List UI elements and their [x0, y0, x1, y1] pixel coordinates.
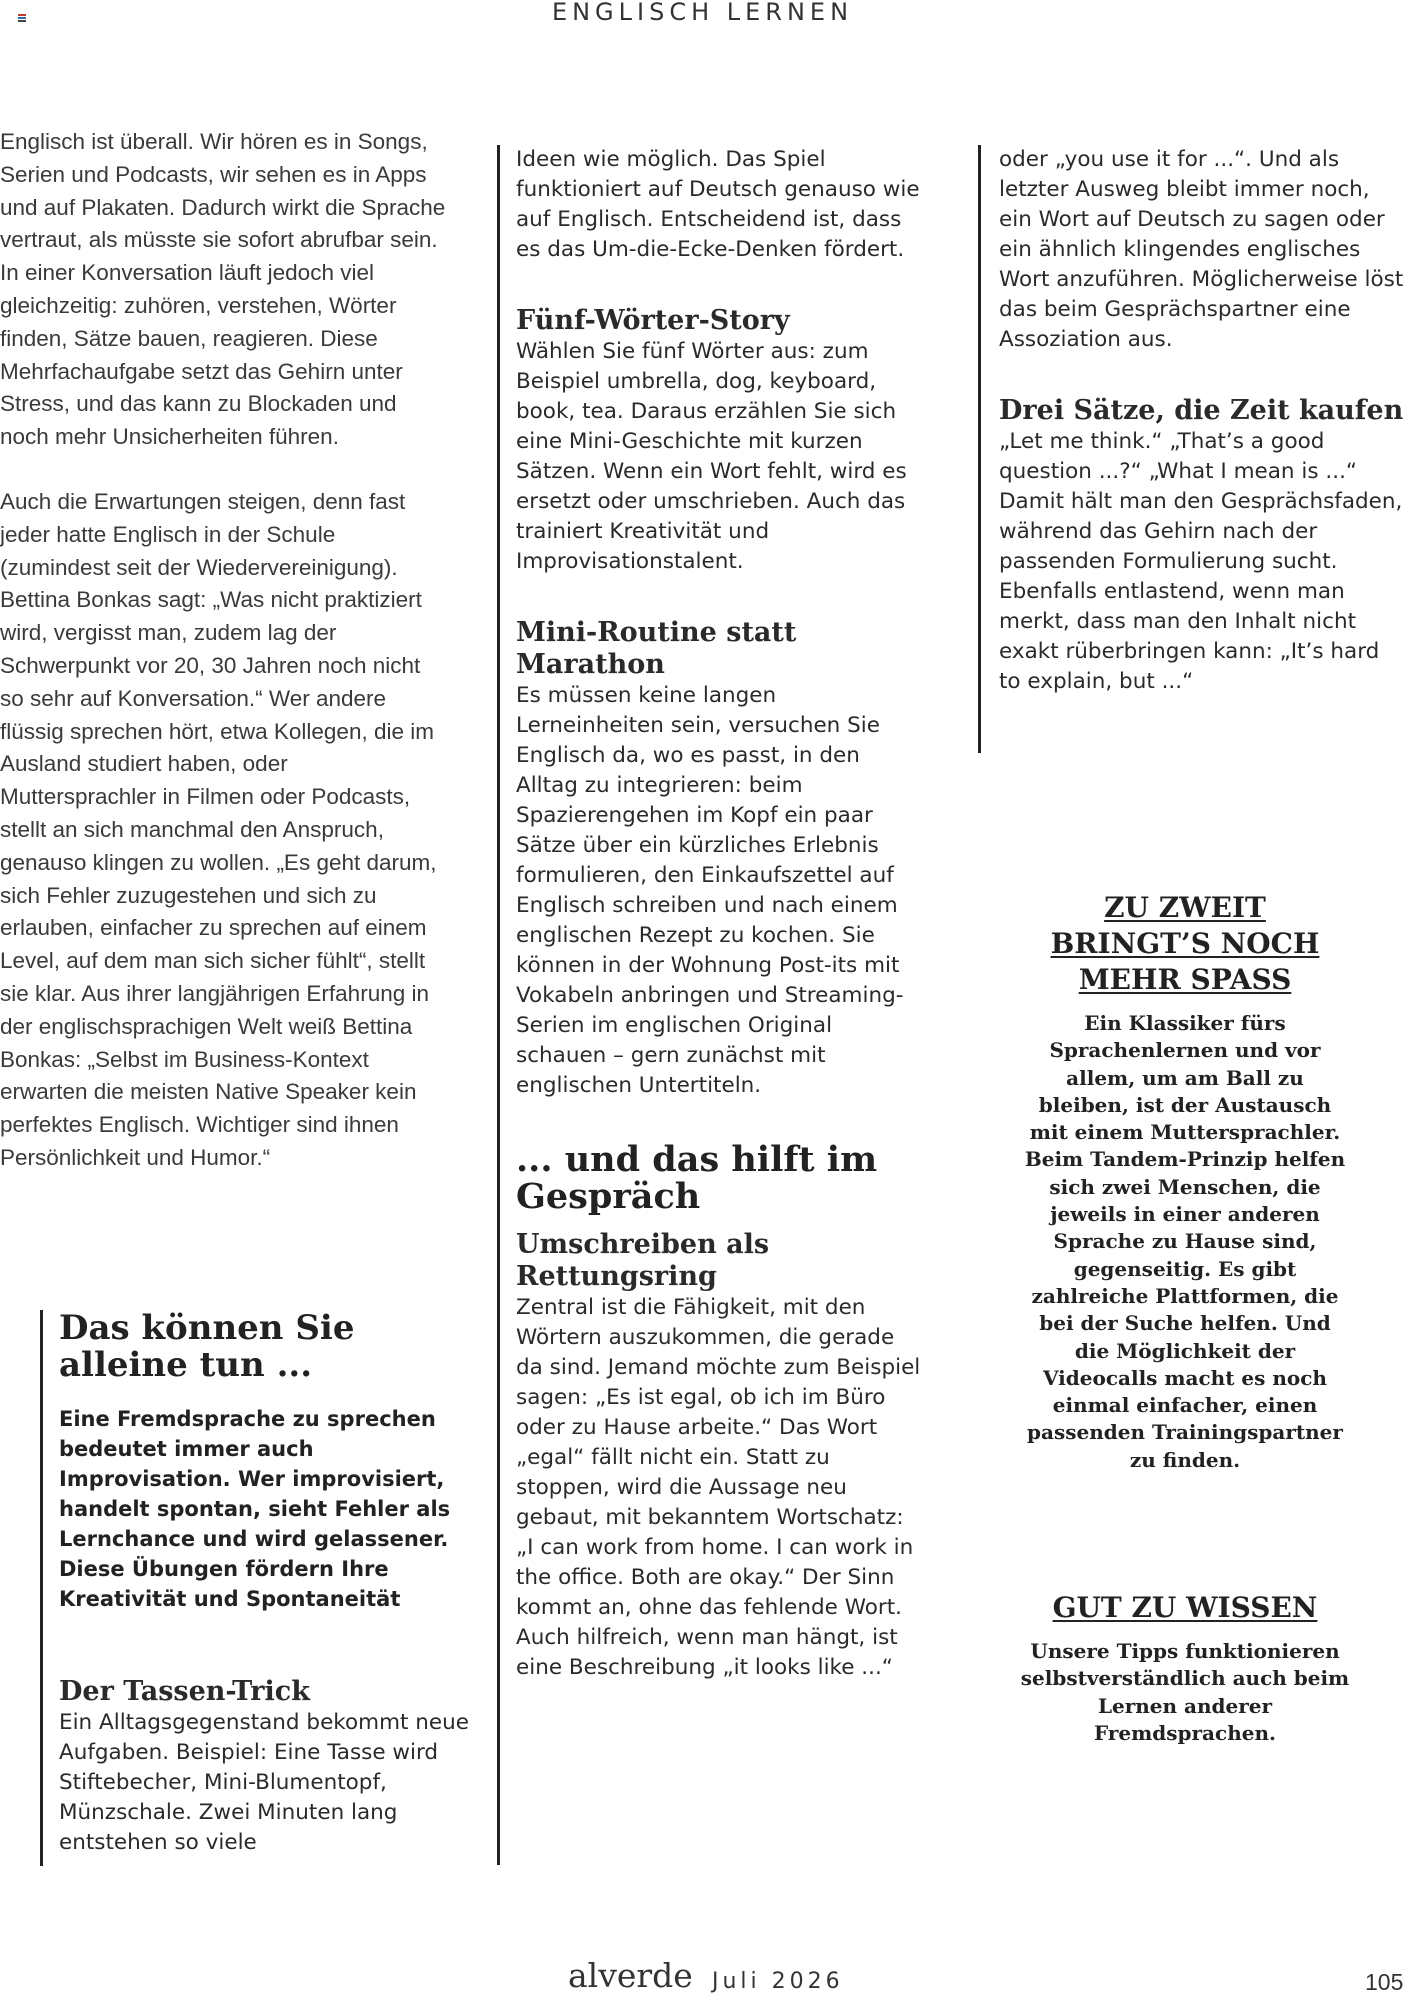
tandem-heading: ZU ZWEIT BRINGT’S NOCH MEHR SPASS — [1050, 891, 1320, 996]
right-column — [978, 145, 1405, 753]
rewrite-heading: Umschreiben als Rettungsring — [516, 1229, 770, 1292]
rewrite-text-continued: oder „you use it for ...“. Und als letzter Ausweg bleibt immer noch, ein Wort auf Deutsch zu sagen oder ein ähnlich klingendes englisches Wort anzuführen. Möglicherweise löst das beim Gesprächspartner eine Assoziation aus. — [999, 147, 1404, 352]
good-to-know-text: Unsere Tipps funktionieren selbstverständlich auch beim Lernen anderer Fremdsprachen. — [1020, 1639, 1350, 1745]
middle-column — [497, 145, 927, 1865]
rewrite-text: Zentral ist die Fähigkeit, mit den Wörtern auszukommen, die gerade da sind. Jemand möchte zum Beispiel sagen: „Es ist egal, ob ich im Büro oder zu Hause arbeite.“ Das Wort „egal“ fällt nicht ein. Statt zu stoppen, wird die Aussage neu gebaut, mit bekanntem Wortschatz: „I can work from home. I can work in the office. Both are okay.“ Der Sinn kommt an, ohne das fehlende Wort. Auch hilfreich, wenn man hängt, ist eine Beschreibung „it looks like ...“ — [516, 1295, 921, 1680]
tandem-text: Ein Klassiker fürs Sprachenlernen und vor allem, um am Ball zu bleiben, ist der Austausch mit einem Muttersprachler. Beim Tandem-Prinzip helfen sich zwei Menschen, die jeweils in einer anderen Sprache zu Hause sind, gegenseitig. Es gibt zahlreiche Plattformen, die bei der Suche helfen. Und die Möglichkeit der Videocalls macht es noch einmal einfacher, einen passenden Trainingspartner zu finden. — [1024, 1011, 1346, 1472]
section-title: ENGLISCH LERNEN — [551, 0, 854, 26]
conversation-heading: ... und das hilft im Gespräch — [516, 1139, 878, 1217]
tassen-trick-text-continued: Ideen wie möglich. Das Spiel funktioniert auf Deutsch genauso wie auf Englisch. Entscheidend ist, dass es das Um-die-Ecke-Denken fördert. — [516, 147, 920, 262]
routine-heading: Mini-Routine statt Marathon — [516, 617, 797, 680]
routine-text: Es müssen keine langen Lerneinheiten sein, versuchen Sie Englisch da, wo es passt, in den Alltag zu integrieren: beim Spazierengehen im Kopf ein paar Sätze über ein kürzliches Erlebnis formulieren, den Einkaufszettel auf Englisch schreiben und nach einem englischen Rezept zu kochen. Sie können in der Wohnung Post-its mit Vokabeln anbringen und Streaming-Serien im englischen Original schauen – gern zunächst mit englischen Untertiteln. — [516, 683, 904, 1098]
intro-paragraph: Englisch ist überall. Wir hören es in Songs, Serien und Podcasts, wir sehen es in Apps und auf Plakaten. Dadurch wirkt die Sprache vertraut, als müsste sie sofort abrufbar sein. In einer Konversation läuft jedoch viel gleichzeitig: zuhören, verstehen, Wörter finden, Sätze bauen, reagieren. Diese Mehrfachaufgabe setzt das Gehirn unter Stress, und das kann zu Blockaden und noch mehr Unsicherheiten führen. — [0, 129, 446, 450]
tassen-trick-text: Ein Alltagsgegenstand bekommt neue Aufgaben. Beispiel: Eine Tasse wird Stiftebecher, Mini-Blumentopf, Münzschale. Zwei Minuten lang entstehen so viele — [59, 1710, 469, 1855]
page-number: 105 — [1365, 1969, 1404, 1995]
three-sentences-text: „Let me think.“ „That’s a good question ...?“ „What I mean is ...“ Damit hält man den Gesprächsfaden, während das Gehirn nach der passenden Formulierung sucht. Ebenfalls entlastend, wenn man merkt, dass man den Inhalt nicht exakt rüberbringen kann: „It’s hard to explain, but ...“ — [999, 429, 1403, 694]
story-text: Wählen Sie fünf Wörter aus: zum Beispiel umbrella, dog, keyboard, book, tea. Daraus erzählen Sie sich eine Mini-Geschichte mit kurzen Sätzen. Wenn ein Wort fehlt, wird es ersetzt oder umschrieben. Auch das trainiert Kreativität und Improvisationstalent. — [516, 339, 907, 574]
intro-paragraph: Auch die Erwartungen steigen, denn fast jeder hatte Englisch in der Schule (zumindest seit der Wiedervereinigung). Bettina Bonkas sagt: „Was nicht praktiziert wird, vergisst man, zudem lag der Schwerpunkt vor 20, 30 Jahren noch nicht so sehr auf Konversation.“ Wer andere flüssig sprechen hört, etwa Kollegen, die im Ausland studiert haben, oder Muttersprachler in Filmen oder Podcasts, stellt an sich manchmal den Anspruch, genauso klingen zu wollen. „Es geht darum, sich Fehler zuzugestehen und sich zu erlauben, einfacher zu sprechen auf einem Level, auf dem man sich sicher fühlt“, stellt sie klar. Aus ihrer langjährigen Erfahrung in der englischsprachigen Welt weiß Bettina Bonkas: „Selbst im Business-Kontext erwarten die meisten Native Speaker kein perfektes Englisch. Wichtiger sind ihnen Persönlichkeit und Humor.“ — [0, 488, 437, 1170]
tandem-sidebar — [1020, 890, 1350, 1474]
magazine-logo: alverde — [568, 1956, 693, 1995]
alone-box-intro: Eine Fremdsprache zu sprechen bedeutet immer auch Improvisation. Wer improvisiert, handelt spontan, sieht Fehler als Lernchance und wird gelassener. Diese Übungen fördern Ihre Kreativität und Spontaneität — [59, 1407, 451, 1611]
alone-box-heading: Das können Sie alleine tun ... — [59, 1308, 355, 1385]
three-sentences-heading: Drei Sätze, die Zeit kaufen — [999, 395, 1404, 426]
good-to-know-sidebar — [1020, 1590, 1350, 1747]
alone-box — [40, 1310, 470, 1866]
good-to-know-heading: GUT ZU WISSEN — [1052, 1591, 1318, 1624]
tassen-trick-heading: Der Tassen-Trick — [59, 1676, 310, 1707]
intro-column — [0, 126, 450, 1207]
issue-date: Juli 2026 — [712, 1969, 844, 1994]
story-heading: Fünf-Wörter-Story — [516, 305, 790, 336]
